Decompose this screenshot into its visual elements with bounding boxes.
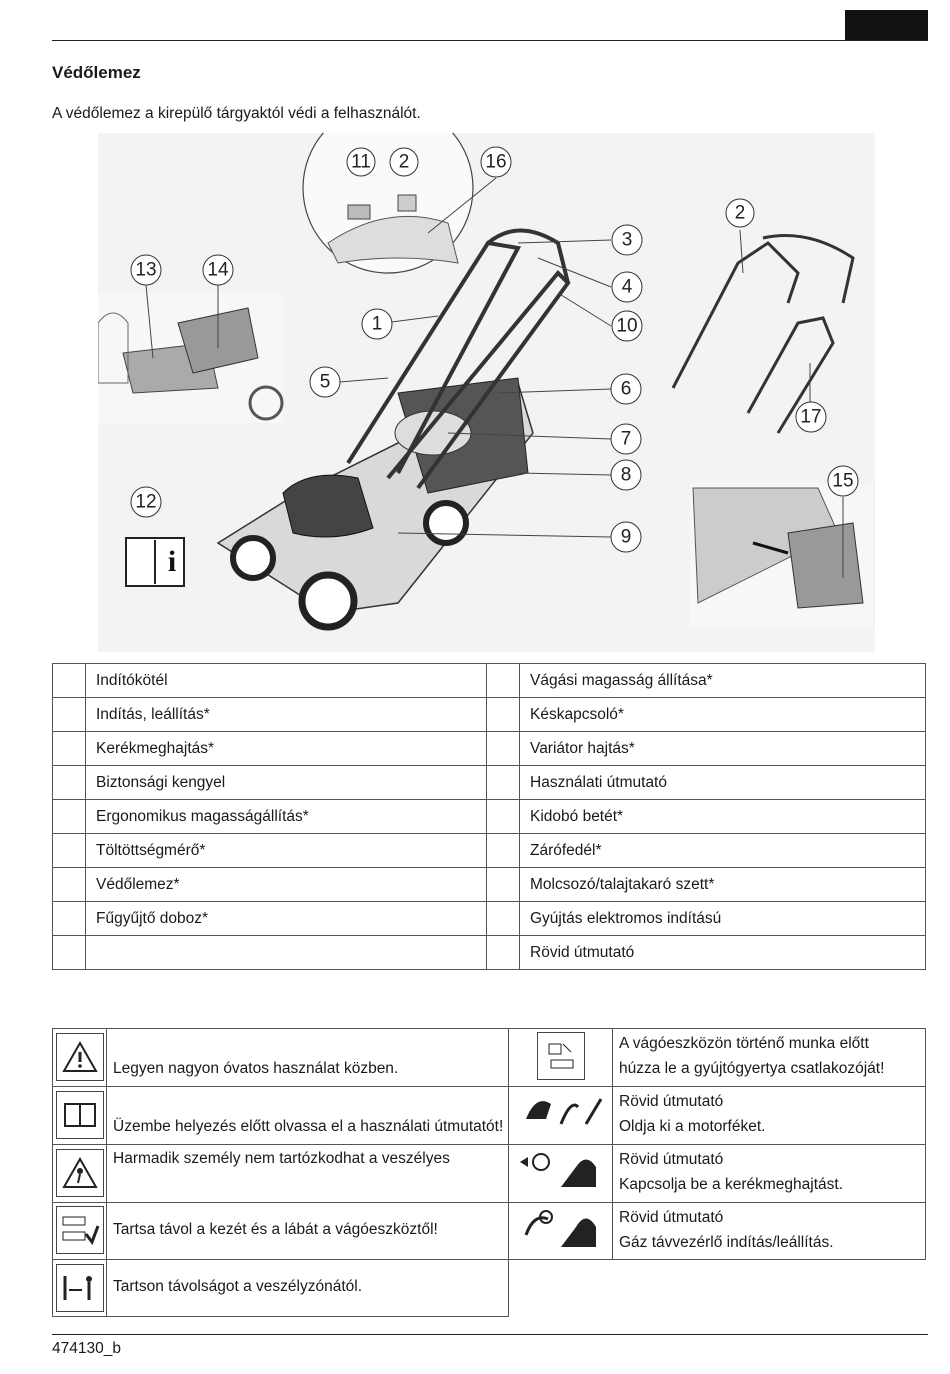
part-number [487,698,520,732]
symbol-text: Tartson távolságot a veszélyzónától. [107,1260,509,1317]
part-label: Indítókötél [86,664,487,698]
part-number [53,800,86,834]
part-label: Indítás, leállítás* [86,698,487,732]
document-code: 474130_b [52,1340,121,1357]
symbol-text: Üzembe helyezés előtt olvassa el a használati útmutatót! [107,1087,509,1145]
part-number [487,936,520,970]
callout-16: 16 [485,151,507,173]
hands-feet-blade-icon [56,1206,104,1254]
part-label: Kerékmeghajtás* [86,732,487,766]
symbol-line1: Rövid útmutató [619,1208,724,1226]
part-label: Késkapcsoló* [520,698,926,732]
grass-catcher-inset [98,293,283,423]
table-row [53,1260,926,1317]
part-label: Ergonomikus magasságállítás* [86,800,487,834]
table-row [53,868,926,902]
part-label: Zárófedél* [520,834,926,868]
engine-off-icon [516,1089,606,1133]
part-label: Biztonsági kengyel [86,766,487,800]
callout-15: 15 [832,470,854,492]
part-label: Védőlemez* [86,868,487,902]
callout-3: 3 [621,229,633,251]
symbol-line2: Gáz távvezérlő indítás/leállítás. [619,1233,834,1251]
symbol-line2: húzza le a gyújtógyertya csatlakozóját! [619,1060,885,1078]
mower-diagram [98,133,875,652]
part-label: Használati útmutató [520,766,926,800]
symbols-table [52,1028,926,1317]
handle-detail-inset [673,236,853,434]
symbol-line1: A vágóeszközön történő munka előtt [619,1035,869,1053]
table-row [53,1202,926,1260]
part-number [53,834,86,868]
symbol-line1: Rövid útmutató [619,1151,724,1168]
callout-11: 11 [351,151,371,173]
part-label: Kidobó betét* [520,800,926,834]
table-row [53,698,926,732]
callout-13: 13 [135,259,157,281]
part-number [53,868,86,902]
part-number [53,732,86,766]
callout-1: 1 [371,313,383,335]
callout-7: 7 [620,428,632,450]
part-number [487,834,520,868]
part-number [53,664,86,698]
part-label: Töltöttségmérő* [86,834,487,868]
part-label: Vágási magasság állítása* [520,664,926,698]
callout-4: 4 [621,276,633,298]
mulching-insert-inset [690,483,873,628]
wheel-drive-icon [516,1147,606,1191]
parts-table [52,663,926,970]
part-label: Gyújtás elektromos indítású [520,902,926,936]
page-tab-marker [845,10,928,41]
part-number [53,936,86,970]
section-heading: Védőlemez [52,63,141,82]
part-label: Rövid útmutató [520,936,926,970]
part-label: Fűgyűjtő doboz* [86,902,487,936]
part-number [487,664,520,698]
callout-6: 6 [620,378,632,400]
callout-2b: 2 [734,202,746,224]
table-row [53,766,926,800]
part-number [487,766,520,800]
third-person-hazard-icon [56,1149,104,1197]
table-row [53,1029,926,1087]
spark-plug-icon [537,1032,585,1080]
part-number [53,902,86,936]
part-number [487,902,520,936]
part-number [53,766,86,800]
table-row [53,664,926,698]
throttle-icon [516,1205,606,1249]
symbol-text: Harmadik személy nem tartózkodhat a veszélyes [107,1144,509,1202]
callout-5: 5 [319,371,331,393]
symbol-line1: Rövid útmutató [619,1093,724,1111]
manual-book-icon [56,1091,104,1139]
intro-text: A védőlemez a kirepülő tárgyaktól védi a felhasználót. [52,105,421,122]
callout-2: 2 [398,151,410,173]
manual-book-symbol [126,538,184,586]
callout-9: 9 [620,526,632,548]
table-row [53,1087,926,1145]
callout-12: 12 [135,491,157,513]
part-label: Molcsozó/talajtakaró szett* [520,868,926,902]
lawn-mower-drawing [218,231,568,628]
symbol-line2: Kapcsolja be a kerékmeghajtást. [619,1175,844,1193]
footer-rule [52,1334,928,1335]
keep-distance-icon [56,1264,104,1312]
table-row [53,800,926,834]
part-label [86,936,487,970]
part-number [487,868,520,902]
callout-10: 10 [616,315,638,337]
table-row [53,834,926,868]
header-rule [52,40,928,41]
part-number [487,800,520,834]
part-label: Variátor hajtás* [520,732,926,766]
callout-14: 14 [207,259,229,281]
part-number [487,732,520,766]
symbol-text: Legyen nagyon óvatos használat közben. [107,1029,509,1087]
svg-text:i: i [167,545,177,578]
table-row [53,902,926,936]
symbol-text: Tartsa távol a kezét és a lábát a vágóeszköztől! [107,1202,509,1260]
table-row [53,732,926,766]
part-number [53,698,86,732]
callout-17: 17 [800,406,822,428]
warning-triangle-icon [56,1033,104,1081]
callout-8: 8 [620,464,632,486]
table-row [53,1144,926,1202]
symbol-line2: Oldja ki a motorféket. [619,1118,766,1135]
table-row [53,936,926,970]
